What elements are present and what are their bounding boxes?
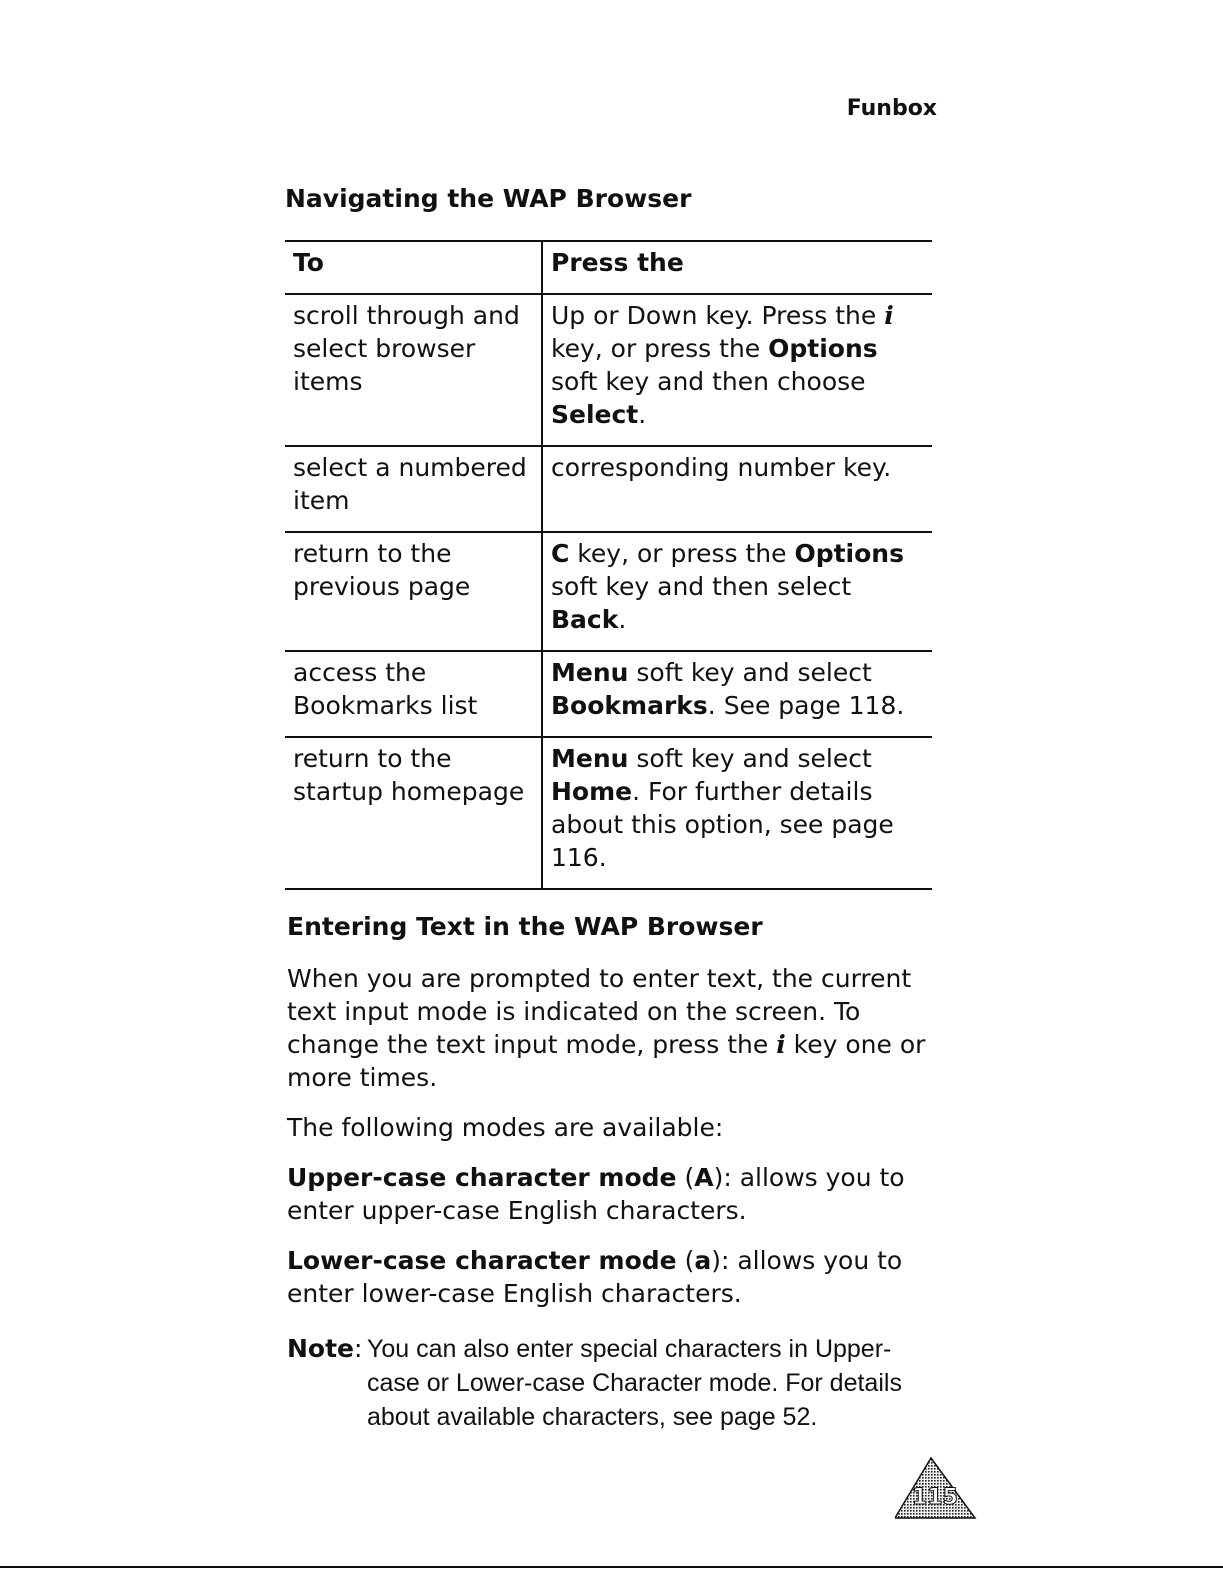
cell-press: Menu soft key and select Home. For further details about this option, see page 116.	[542, 737, 932, 889]
table-row	[285, 532, 932, 651]
note-block	[287, 1332, 937, 1434]
mode-lower-case: Lower-case character mode (a): allows you to enter lower-case English characters.	[287, 1246, 903, 1308]
bottom-rule	[0, 1566, 1223, 1568]
i-key-icon: i	[884, 301, 894, 330]
cell-to: scroll through and select browser items	[285, 294, 542, 446]
cell-press: Menu soft key and select Bookmarks. See page 118.	[542, 651, 932, 737]
cell-press: corresponding number key.	[542, 446, 932, 532]
cell-to: access the Bookmarks list	[285, 651, 542, 737]
nav-heading: Navigating the WAP Browser	[285, 184, 692, 213]
note-text: You can also enter special characters in Upper-case or Lower-case Character mode. For details about available characters, see page 52.	[367, 1335, 902, 1431]
mode-upper-case: Upper-case character mode (A): allows you to enter upper-case English characters.	[287, 1163, 905, 1225]
section-header: Funbox	[846, 96, 937, 121]
page-number-badge	[895, 1456, 977, 1520]
table-row	[285, 651, 932, 737]
note-label: Note:	[287, 1334, 363, 1363]
page-number: 115	[912, 1485, 958, 1510]
i-key-icon: i	[776, 1030, 786, 1059]
cell-to: select a numbered item	[285, 446, 542, 532]
cell-press: Up or Down key. Press the i key, or press the Options soft key and then choose Select.	[542, 294, 932, 446]
navigation-table	[285, 240, 932, 890]
entering-text-body	[287, 962, 937, 1327]
table-row	[285, 737, 932, 889]
table-row	[285, 446, 932, 532]
modes-intro: The following modes are available:	[287, 1113, 724, 1142]
cell-to: return to the previous page	[285, 532, 542, 651]
table-row	[285, 294, 932, 446]
cell-to: return to the startup homepage	[285, 737, 542, 889]
intro-paragraph: When you are prompted to enter text, the current text input mode is indicated on the screen. To change the text input mode, press the i key one or more times.	[287, 964, 926, 1092]
column-header-press: Press the	[542, 241, 932, 294]
table-header-row	[285, 241, 932, 294]
column-header-to: To	[285, 241, 542, 294]
cell-press: C key, or press the Options soft key and then select Back.	[542, 532, 932, 651]
entering-text-heading: Entering Text in the WAP Browser	[287, 912, 763, 941]
